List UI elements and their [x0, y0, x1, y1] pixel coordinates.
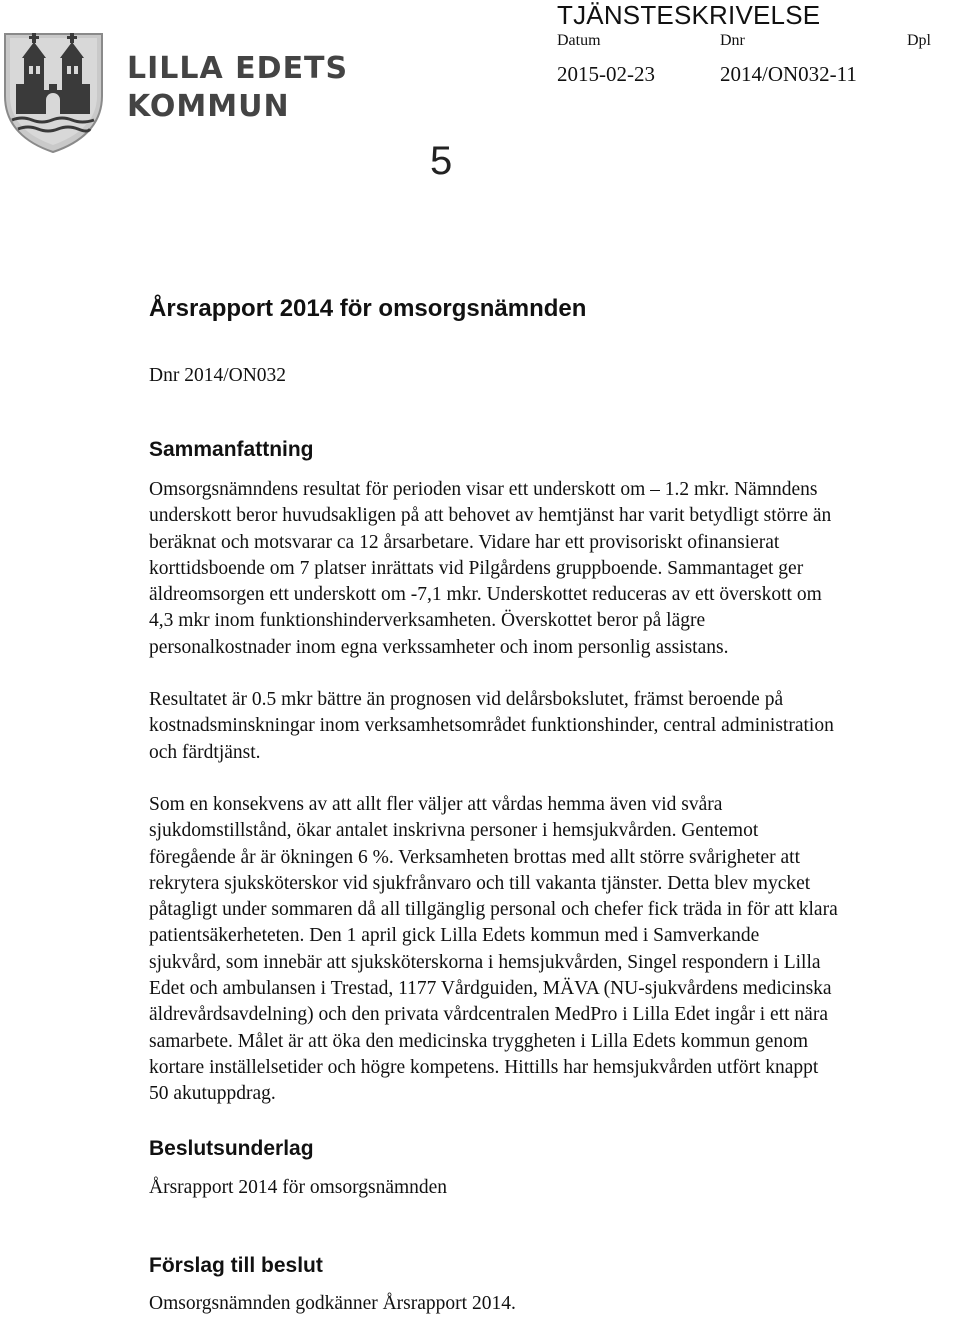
agenda-item-number: 5 [430, 139, 453, 183]
municipal-coat-of-arms-icon [5, 33, 102, 152]
proposal-text: Omsorgsnämnden godkänner Årsrapport 2014. [149, 1293, 516, 1314]
logo-text-line1: LILLA EDETS [127, 51, 349, 86]
summary-p1-line: Omsorgsnämndens resultat för perioden visar ett underskott om – 1.2 mkr. Nämndens [149, 479, 818, 500]
decision-basis-text: Årsrapport 2014 för omsorgsnämnden [149, 1177, 448, 1198]
summary-p1-line: 4,3 mkr inom funktionshinderverksamheten. Överskottet beror på lägre [149, 610, 706, 632]
summary-p3-line: samarbete. Målet är att öka den medicinska tryggheten i Lilla Edets kommun genom [149, 1030, 809, 1052]
municipality-logo [2, 28, 349, 153]
summary-p3-line: påtagligt under sommaren då all tillgänglig personal och chefer fick träda in för att klara [149, 899, 838, 921]
summary-p2-line: och färdtjänst. [149, 741, 261, 763]
summary-paragraph-2 [149, 687, 954, 766]
summary-p1-line: korttidsboende om 7 platser inrättats vid Pilgårdens gruppboende. Sammantaget ger [149, 557, 804, 579]
date-value: 2015-02-23 [557, 62, 655, 86]
summary-p3-line: 50 akutuppdrag. [149, 1083, 276, 1105]
summary-p1-line: beräknat och motsvarar ca 12 årsarbetare. Vidare har ett provisoriskt ofinansierat [149, 531, 780, 553]
document-type: TJÄNSTESKRIVELSE [557, 0, 821, 30]
summary-p3-line: Edet och ambulansen i Trestad, 1177 Vårdguiden, MÄVA (NU-sjukvårdens medicinska [149, 978, 832, 1000]
logo-text-line2: KOMMUN [127, 89, 290, 124]
dnr-value: 2014/ON032-11 [720, 62, 857, 86]
proposal-heading: Förslag till beslut [149, 1254, 323, 1277]
summary-p3-line: äldrevårdsavdelning) och den privata vårdcentralen MedPro i Lilla Edet ingår i ett nära [149, 1004, 828, 1026]
summary-paragraph-3 [149, 792, 954, 1108]
summary-p3-line: föregående år är ökningen 6 %. Verksamheten brottas med allt större svårigheter att [149, 846, 801, 868]
page-title: Årsrapport 2014 för omsorgsnämnden [149, 295, 587, 322]
summary-p3-line: patientsäkerheteten. Den 1 april gick Lilla Edets kommun med i Samverkande [149, 925, 760, 947]
summary-p3-line: sjukvård, som innebär att sjuksköterskorna i hemsjukvården, Singel respondern i Lilla [149, 951, 821, 973]
dnr-label: Dnr [720, 32, 745, 49]
date-label: Datum [557, 32, 601, 49]
summary-p3-line: kortare inställelsetider och högre kompetens. Hittills har hemsjukvården utfört knappt [149, 1056, 819, 1078]
summary-heading: Sammanfattning [149, 438, 314, 461]
summary-p1-line: äldreomsorgen ett underskott om -7,1 mkr. Underskottet reduceras av ett överskott om [149, 584, 822, 606]
summary-p2-line: kostnadsminskningar inom verksamhetsområdet funktionshinder, central administration [149, 715, 834, 737]
summary-p2-line: Resultatet är 0.5 mkr bättre än prognosen vid delårsbokslutet, främst beroende på [149, 689, 784, 710]
dpl-label: Dpl [907, 32, 931, 49]
summary-p3-line: Som en konsekvens av att allt fler väljer att vårdas hemma även vid svåra [149, 794, 723, 815]
summary-p3-line: rekrytera sjuksköterskor vid sjukfrånvaro och till vakanta tjänster. Detta blev mycket [149, 872, 811, 894]
decision-basis-heading: Beslutsunderlag [149, 1137, 314, 1160]
case-number: Dnr 2014/ON032 [149, 365, 287, 386]
summary-paragraph-1 [149, 477, 954, 661]
summary-p1-line: personalkostnader inom egna verkssamheter och inom personlig assistans. [149, 636, 729, 658]
summary-p3-line: sjukdomstillstånd, ökar antalet inskrivna personer i hemsjukvården. Gentemot [149, 820, 759, 842]
summary-p1-line: underskott beror huvudsakligen på att behovet av hemtjänst har varit betydligt större än [149, 505, 832, 527]
